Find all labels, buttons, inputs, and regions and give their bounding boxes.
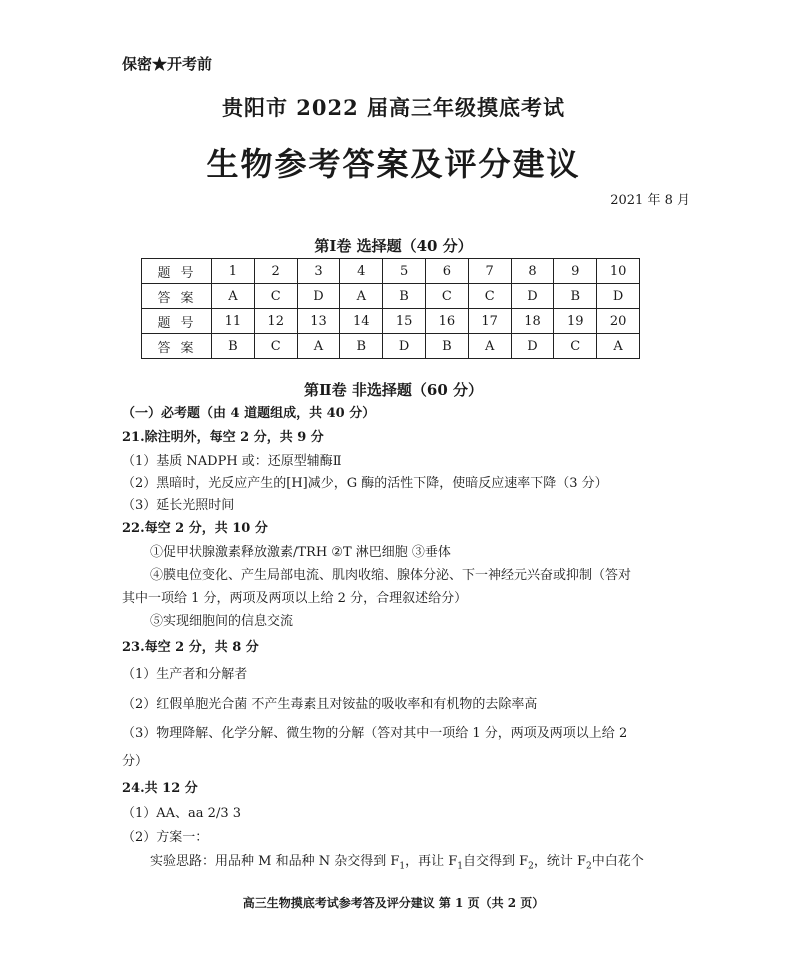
row-label: 答案 xyxy=(142,284,212,309)
table-cell: A xyxy=(340,284,383,309)
page-footer: 高三生物摸底考试参考答及评分建议 第 1 页（共 2 页） xyxy=(242,896,545,910)
q23-line4: 分） xyxy=(122,754,149,769)
q24-line3 xyxy=(150,850,644,872)
q21-line2: （2）黑暗时，光反应产生的[H]减少，G 酶的活性下降，使暗反应速率下降（3 分） xyxy=(122,476,608,491)
q21-line1: （1）基质 NADPH 或：还原型辅酶Ⅱ xyxy=(122,454,342,469)
text-segment: 自交得到 F xyxy=(463,854,529,869)
table-cell: 3 xyxy=(297,259,340,284)
exam-title: 贵阳市 2022 届高三年级摸底考试 xyxy=(221,95,566,120)
q22-line4: ⑤实现细胞间的信息交流 xyxy=(150,614,294,629)
table-cell: 5 xyxy=(383,259,426,284)
table-cell: 8 xyxy=(511,259,554,284)
table-cell: 20 xyxy=(597,309,640,334)
row-label: 题号 xyxy=(142,259,212,284)
table-cell: 15 xyxy=(383,309,426,334)
table-cell: D xyxy=(511,334,554,359)
row-label: 题号 xyxy=(142,309,212,334)
table-cell: A xyxy=(468,334,511,359)
table-row xyxy=(142,259,640,284)
q22-line3: 其中一项给 1 分，两项及两项以上给 2 分，合理叙述给分） xyxy=(122,591,468,606)
section2-title: 第Ⅱ卷 非选择题（60 分） xyxy=(304,381,483,399)
section1-title: 第Ⅰ卷 选择题（40 分） xyxy=(314,237,473,255)
text-segment: ，再让 F xyxy=(405,854,458,869)
q21-line3: （3）延长光照时间 xyxy=(122,498,235,513)
table-cell: 10 xyxy=(597,259,640,284)
table-cell: 17 xyxy=(468,309,511,334)
table-cell: D xyxy=(511,284,554,309)
subscript: 1 xyxy=(457,861,463,872)
q23-line2: （2）红假单胞光合菌 不产生毒素且对铵盐的吸收率和有机物的去除率高 xyxy=(122,697,538,712)
secret-mark: 保密★开考前 xyxy=(122,55,213,73)
table-cell: C xyxy=(468,284,511,309)
table-cell: 2 xyxy=(254,259,297,284)
table-cell: 9 xyxy=(554,259,597,284)
table-cell: 4 xyxy=(340,259,383,284)
page-title: 生物参考答案及评分建议 xyxy=(206,145,581,183)
table-cell: 19 xyxy=(554,309,597,334)
table-cell: 18 xyxy=(511,309,554,334)
part1-heading: （一）必考题（由 4 道题组成，共 40 分） xyxy=(122,406,376,421)
table-cell: D xyxy=(383,334,426,359)
table-cell: D xyxy=(597,284,640,309)
table-row xyxy=(142,309,640,334)
table-cell: D xyxy=(297,284,340,309)
q24-line2: （2）方案一： xyxy=(122,830,209,845)
table-cell: 7 xyxy=(468,259,511,284)
q22-line2: ④膜电位变化、产生局部电流、肌肉收缩、腺体分泌、下一神经元兴奋或抑制（答对 xyxy=(150,568,632,583)
table-cell: 16 xyxy=(425,309,468,334)
q24-heading: 24.共 12 分 xyxy=(122,781,198,796)
q21-heading: 21.除注明外，每空 2 分，共 9 分 xyxy=(122,430,324,445)
text-segment: 实验思路：用品种 M 和品种 N 杂交得到 F xyxy=(150,854,400,869)
text-segment: ，统计 F xyxy=(533,854,587,869)
table-cell: C xyxy=(554,334,597,359)
q24-line1: （1）AA、aa 2/3 3 xyxy=(122,806,242,821)
table-cell: C xyxy=(425,284,468,309)
q22-line1: ①促甲状腺激素释放激素/TRH ②T 淋巴细胞 ③垂体 xyxy=(150,545,451,560)
text-segment: 中白花个 xyxy=(591,854,644,869)
answer-table xyxy=(141,258,640,359)
table-cell: 11 xyxy=(212,309,255,334)
table-cell: 13 xyxy=(297,309,340,334)
table-cell: A xyxy=(597,334,640,359)
table-row xyxy=(142,334,640,359)
table-cell: 6 xyxy=(425,259,468,284)
subscript: 2 xyxy=(586,861,592,872)
table-cell: B xyxy=(425,334,468,359)
table-cell: B xyxy=(554,284,597,309)
subscript: 2 xyxy=(528,861,534,872)
row-label: 答案 xyxy=(142,334,212,359)
table-cell: C xyxy=(254,334,297,359)
table-cell: 1 xyxy=(212,259,255,284)
table-cell: B xyxy=(340,334,383,359)
table-cell: 14 xyxy=(340,309,383,334)
table-cell: A xyxy=(297,334,340,359)
subscript: 1 xyxy=(399,861,406,872)
q23-line1: （1）生产者和分解者 xyxy=(122,667,248,682)
table-row xyxy=(142,284,640,309)
table-cell: B xyxy=(383,284,426,309)
q22-heading: 22.每空 2 分，共 10 分 xyxy=(122,521,268,536)
q23-heading: 23.每空 2 分，共 8 分 xyxy=(122,640,259,655)
table-cell: B xyxy=(212,334,255,359)
q23-line3: （3）物理降解、化学分解、微生物的分解（答对其中一项给 1 分，两项及两项以上给 2 xyxy=(122,726,628,741)
date: 2021 年 8 月 xyxy=(610,193,690,208)
table-cell: 12 xyxy=(254,309,297,334)
table-cell: C xyxy=(254,284,297,309)
table-cell: A xyxy=(212,284,255,309)
